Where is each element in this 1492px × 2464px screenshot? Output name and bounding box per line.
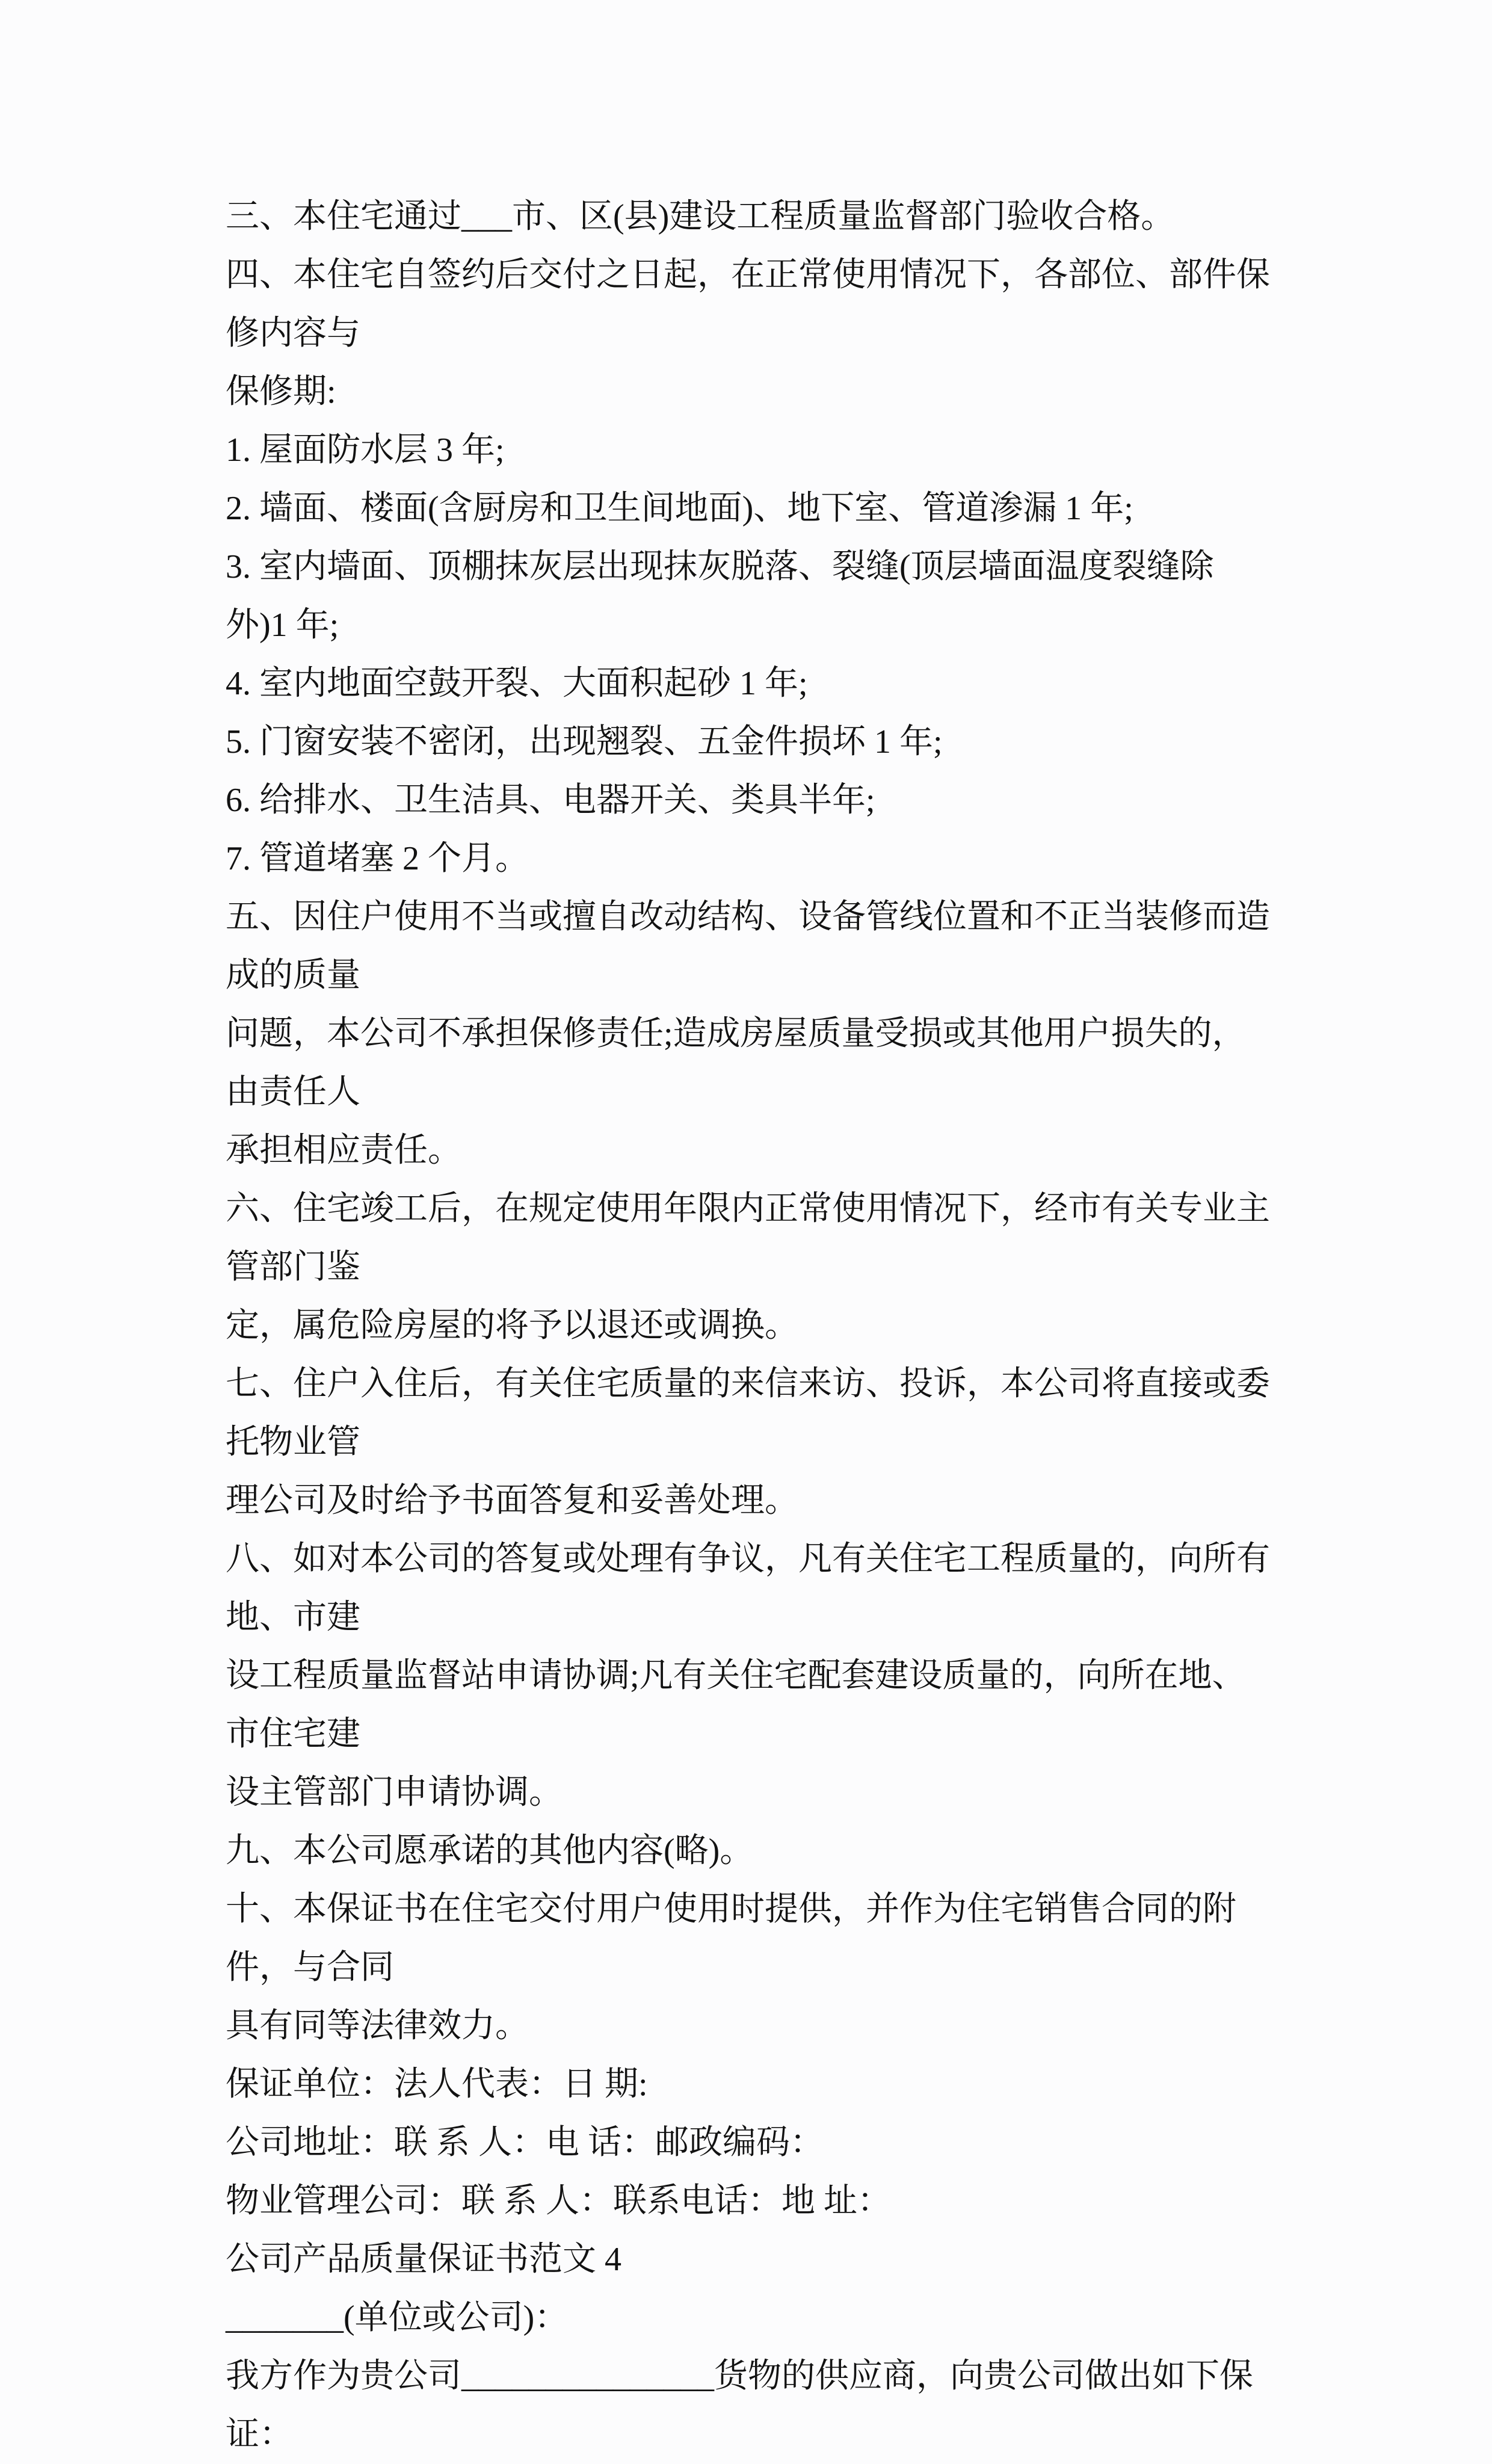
doc-line-28: _______(单位或公司)： (226, 2299, 569, 2336)
doc-line-07: 4. 室内地面空鼓开裂、大面积起砂 1 年; (226, 665, 808, 702)
doc-line-05: 2. 墙面、楼面(含厨房和卫生间地面)、地下室、管道渗漏 1 年; (226, 490, 1133, 527)
doc-line-19: 设工程质量监督站申请协调;凡有关住宅配套建设质量的，向所在地、市住宅建 (226, 1657, 1246, 1753)
doc-line-24: 保证单位：法人代表：日 期: (226, 2066, 648, 2103)
doc-line-04: 1. 屋面防水层 3 年; (226, 431, 505, 469)
doc-line-09: 6. 给排水、卫生洁具、电器开关、类具半年; (226, 782, 875, 819)
doc-line-22: 十、本保证书在住宅交付用户使用时提供，并作为住宅销售合同的附件，与合同 (226, 1891, 1236, 1986)
doc-line-16: 七、住户入住后，有关住宅质量的来信来访、投诉，本公司将直接或委托物业管 (226, 1365, 1270, 1461)
doc-line-15: 定，属危险房屋的将予以退还或调换。 (226, 1307, 798, 1344)
doc-line-02: 四、本住宅自签约后交付之日起，在正常使用情况下，各部位、部件保修内容与 (226, 256, 1270, 352)
doc-line-12: 问题，本公司不承担保修责任;造成房屋质量受损或其他用户损失的，由责任人 (226, 1015, 1246, 1111)
doc-line-17: 理公司及时给予书面答复和妥善处理。 (226, 1482, 798, 1519)
doc-line-13: 承担相应责任。 (226, 1132, 461, 1169)
doc-line-08: 5. 门窗安装不密闭，出现翘裂、五金件损坏 1 年; (226, 723, 943, 761)
doc-line-21: 九、本公司愿承诺的其他内容(略)。 (226, 1832, 754, 1870)
doc-line-27: 公司产品质量保证书范文 4 (226, 2241, 621, 2278)
doc-line-10: 7. 管道堵塞 2 个月。 (226, 840, 529, 877)
doc-line-29: 我方作为贵公司_______________货物的供应商，向贵公司做出如下保证： (226, 2357, 1253, 2453)
document-body (226, 188, 1275, 2464)
doc-line-25: 公司地址：联 系 人：电 话：邮政编码： (226, 2124, 824, 2161)
doc-line-20: 设主管部门申请协调。 (226, 1774, 563, 1811)
doc-line-23: 具有同等法律效力。 (226, 2007, 529, 2045)
doc-line-01: 三、本住宅通过___市、区(县)建设工程质量监督部门验收合格。 (226, 198, 1175, 235)
doc-line-11: 五、因住户使用不当或擅自改动结构、设备管线位置和不正当装修而造成的质量 (226, 898, 1270, 994)
doc-line-06: 3. 室内墙面、顶棚抹灰层出现抹灰脱落、裂缝(顶层墙面温度裂缝除外)1 年; (226, 548, 1214, 644)
doc-line-18: 八、如对本公司的答复或处理有争议，凡有关住宅工程质量的，向所有地、市建 (226, 1540, 1270, 1636)
doc-line-14: 六、住宅竣工后，在规定使用年限内正常使用情况下，经市有关专业主管部门鉴 (226, 1190, 1270, 1286)
doc-line-26: 物业管理公司：联 系 人：联系电话：地 址： (226, 2182, 891, 2220)
doc-line-03: 保修期: (226, 373, 336, 410)
